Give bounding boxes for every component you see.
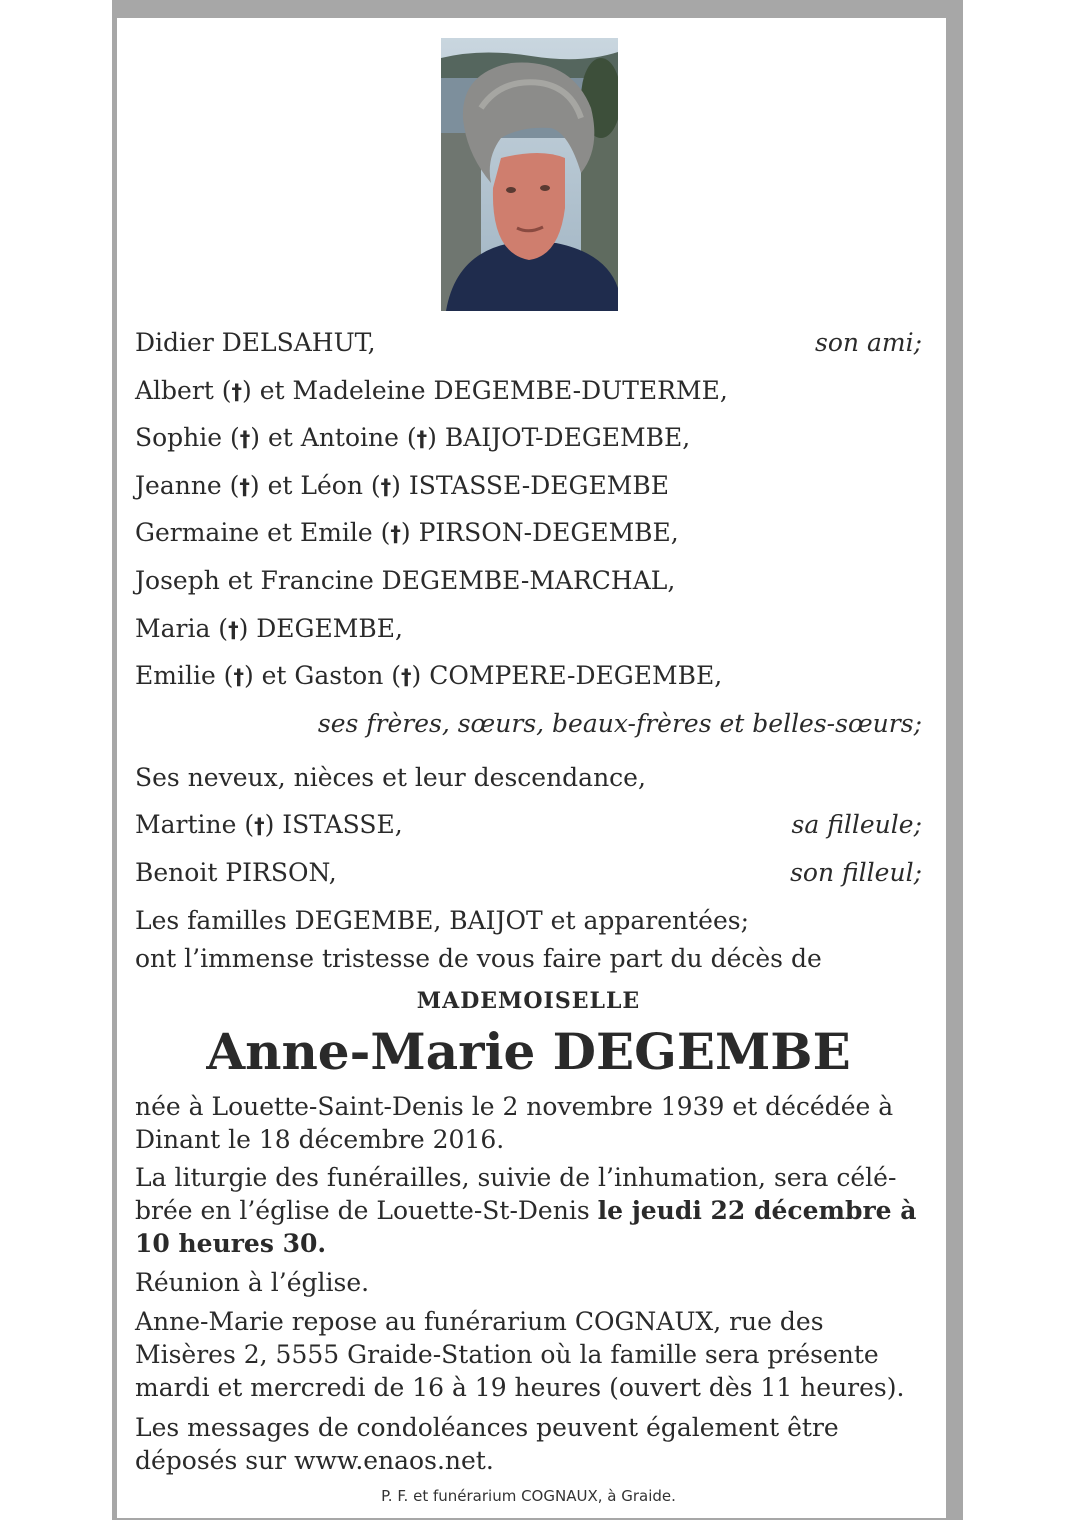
sibling-row bbox=[135, 661, 922, 692]
relation-role: son filleul; bbox=[790, 858, 922, 887]
deceased-name: Anne-Marie DEGEMBE bbox=[206, 1022, 851, 1081]
text-line: mardi et mercredi de 16 à 19 heures (ouvert dès 11 heures). bbox=[135, 1373, 905, 1402]
liturgy-paragraph bbox=[135, 1161, 922, 1260]
text-segment: Emilie ( bbox=[135, 661, 234, 690]
text-segment: ) et Gaston ( bbox=[243, 661, 402, 690]
text-segment: ) BAIJOT-DEGEMBE, bbox=[427, 423, 691, 452]
text-segment: Maria ( bbox=[135, 614, 229, 643]
funeral-home-footer: P. F. et funérarium COGNAUX, à Graide. bbox=[381, 1487, 676, 1505]
text-line: Anne-Marie repose au funérarium COGNAUX, rue des bbox=[135, 1307, 824, 1336]
text-line: Dinant le 18 décembre 2016. bbox=[135, 1125, 505, 1154]
birth-paragraph bbox=[135, 1090, 922, 1156]
cross-icon: † bbox=[228, 618, 239, 642]
reunion-paragraph bbox=[135, 1266, 922, 1299]
sibling-row bbox=[135, 376, 922, 407]
funeral-time: 10 heures 30. bbox=[135, 1229, 327, 1258]
cross-icon: † bbox=[239, 475, 250, 499]
text-segment: ) COMPERE-DEGEMBE, bbox=[411, 661, 723, 690]
portrait-photo bbox=[441, 38, 618, 311]
text-line: Les messages de condoléances peuvent également être bbox=[135, 1413, 839, 1442]
nephews-row bbox=[135, 763, 922, 793]
text-segment: Albert ( bbox=[135, 376, 232, 405]
text-segment: Joseph et Francine DEGEMBE-MARCHAL, bbox=[135, 566, 676, 595]
sibling-row bbox=[135, 471, 922, 502]
text-segment: Sophie ( bbox=[135, 423, 240, 452]
sibling-row bbox=[135, 518, 922, 549]
cross-icon: † bbox=[239, 427, 251, 451]
text-segment: brée en l’église de Louette-St-Denis bbox=[135, 1196, 598, 1225]
text-line: née à Louette-Saint-Denis le 2 novembre 1939 et décédée à bbox=[135, 1092, 894, 1121]
relation-row-filleule bbox=[135, 810, 922, 841]
sibling-row bbox=[135, 614, 922, 645]
messages-paragraph bbox=[135, 1411, 922, 1477]
relation-row-ami bbox=[135, 328, 922, 358]
cross-icon: † bbox=[254, 814, 265, 838]
text-line bbox=[135, 1194, 922, 1227]
sibling-row bbox=[135, 566, 922, 596]
text-segment: ) DEGEMBE, bbox=[238, 614, 403, 643]
cross-icon: † bbox=[231, 380, 243, 404]
text-line: déposés sur www.enaos.net. bbox=[135, 1446, 494, 1475]
text-segment: Germaine et Emile ( bbox=[135, 518, 391, 547]
text-segment: Martine ( bbox=[135, 810, 255, 839]
cross-icon: † bbox=[390, 522, 401, 546]
text-segment: ) et Léon ( bbox=[249, 471, 381, 500]
rest-paragraph bbox=[135, 1305, 922, 1404]
cross-icon: † bbox=[401, 665, 412, 689]
cross-icon: † bbox=[380, 475, 392, 499]
families-row bbox=[135, 906, 922, 936]
cross-icon: † bbox=[233, 665, 244, 689]
text-segment: ) PIRSON-DEGEMBE, bbox=[400, 518, 679, 547]
text-segment: ont l’immense tristesse de vous faire part du décès de bbox=[135, 944, 822, 973]
text-segment: ) ISTASSE, bbox=[264, 810, 403, 839]
relation-role: ses frères, sœurs, beaux-frères et belles-sœurs; bbox=[317, 709, 922, 738]
announce-row bbox=[135, 944, 922, 974]
text-segment: Ses neveux, nièces et leur descendance, bbox=[135, 763, 646, 792]
relation-row-filleul bbox=[135, 858, 922, 888]
relation-role: sa filleule; bbox=[791, 810, 922, 839]
relation-name: Benoit PIRSON, bbox=[135, 858, 337, 887]
text-segment: ) ISTASSE-DEGEMBE bbox=[391, 471, 669, 500]
text-segment: ) et Madeleine DEGEMBE-DUTERME, bbox=[242, 376, 728, 405]
text-line: La liturgie des funérailles, suivie de l’inhumation, sera célé- bbox=[135, 1163, 897, 1192]
funeral-date: le jeudi 22 décembre à bbox=[597, 1196, 917, 1225]
text-line: Misères 2, 5555 Graide-Station où la famille sera présente bbox=[135, 1340, 879, 1369]
deceased-title: MADEMOISELLE bbox=[416, 988, 641, 1014]
relation-role: son ami; bbox=[815, 328, 922, 357]
text-segment: Jeanne ( bbox=[135, 471, 240, 500]
text-segment: ) et Antoine ( bbox=[250, 423, 417, 452]
text-segment: Les familles DEGEMBE, BAIJOT et apparentées; bbox=[135, 906, 750, 935]
cross-icon: † bbox=[416, 427, 428, 451]
relation-name: Didier DELSAHUT, bbox=[135, 328, 376, 357]
sibling-row bbox=[135, 423, 922, 454]
text-line: Réunion à l’église. bbox=[135, 1268, 370, 1297]
